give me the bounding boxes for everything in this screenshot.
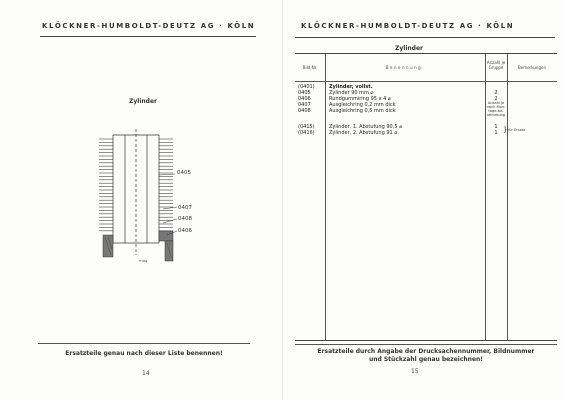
- left-footer-rule: [38, 343, 250, 344]
- right-page-title: Zylinder: [395, 45, 423, 52]
- row-num: (0415): [298, 124, 315, 130]
- row-num: 0408: [298, 108, 311, 114]
- brace-mark: }: [503, 126, 508, 134]
- row-desc: Zylinder, 1. Abstufung 90,5 ⌀: [329, 124, 403, 130]
- left-header-rule: [40, 36, 256, 37]
- row-desc: Ausgleichring 0,2 mm dick: [329, 102, 396, 108]
- row-desc: Zylinder 90 mm ⌀: [329, 90, 374, 96]
- row-desc: Ausgleichring 0,5 mm dick: [329, 108, 396, 114]
- row-num: 0406: [298, 96, 311, 102]
- column-header-bemerkungen: Bemerkungen: [517, 65, 546, 70]
- parts-table: [295, 53, 557, 341]
- row-qty: 2: [494, 96, 498, 102]
- column-divider: [485, 54, 486, 340]
- column-header-anzahl: Anzahl je Gruppe: [486, 60, 506, 70]
- header-divider: [295, 81, 557, 82]
- right-page-header: KLÖCKNER-HUMBOLDT-DEUTZ AG · KÖLN: [301, 22, 515, 30]
- column-divider: [325, 54, 326, 340]
- row-num: 0405: [298, 90, 311, 96]
- label-0406: 0406: [178, 228, 192, 234]
- row-num: (0401): [298, 84, 315, 90]
- right-header-rule: [295, 37, 555, 38]
- right-footer-line-2: und Stückzahl genau bezeichnen!: [368, 356, 484, 363]
- row-desc: Rundgummiring 95 x 4 ⌀: [329, 96, 391, 102]
- right-footer-text: [295, 348, 557, 364]
- row-qty: 1: [494, 124, 498, 130]
- left-footer-text: Ersatzteile genau nach dieser Liste benennen!: [65, 350, 223, 357]
- row-qty: 1: [494, 130, 498, 136]
- left-page-title: Zylinder: [129, 98, 157, 105]
- column-header-benennung: Benennung: [385, 65, 423, 70]
- cylinder-drawing: [75, 115, 225, 275]
- label-0407: 0407: [178, 205, 192, 211]
- row-num: (0416): [298, 130, 315, 136]
- qty-note: Anzahl je nach Mon-tage-be-stimmung: [486, 101, 506, 117]
- row-desc: Zylinder, 2. Abstufung 91 ⌀: [329, 130, 398, 136]
- label-0405: 0405: [177, 170, 191, 176]
- right-footer-rule: [295, 344, 557, 345]
- row-desc: Zylinder, vollst.: [329, 84, 373, 90]
- row-qty: 2: [494, 90, 498, 96]
- left-page-header: KLÖCKNER-HUMBOLDT-DEUTZ AG · KÖLN: [42, 22, 256, 30]
- remark: für Ersatz: [508, 128, 526, 132]
- row-num: 0407: [298, 102, 311, 108]
- left-page-number: 14: [142, 370, 150, 377]
- right-page: [283, 0, 566, 400]
- right-footer-line-1: Ersatzteile durch Angabe der Drucksachennummer, Bildnummer: [317, 348, 535, 355]
- column-header-bild-nr: Bild-Nr.: [302, 65, 318, 70]
- column-divider: [507, 54, 508, 340]
- drawing-mark: mög: [139, 258, 148, 263]
- right-page-number: 15: [411, 368, 419, 375]
- label-0408: 0408: [178, 216, 192, 222]
